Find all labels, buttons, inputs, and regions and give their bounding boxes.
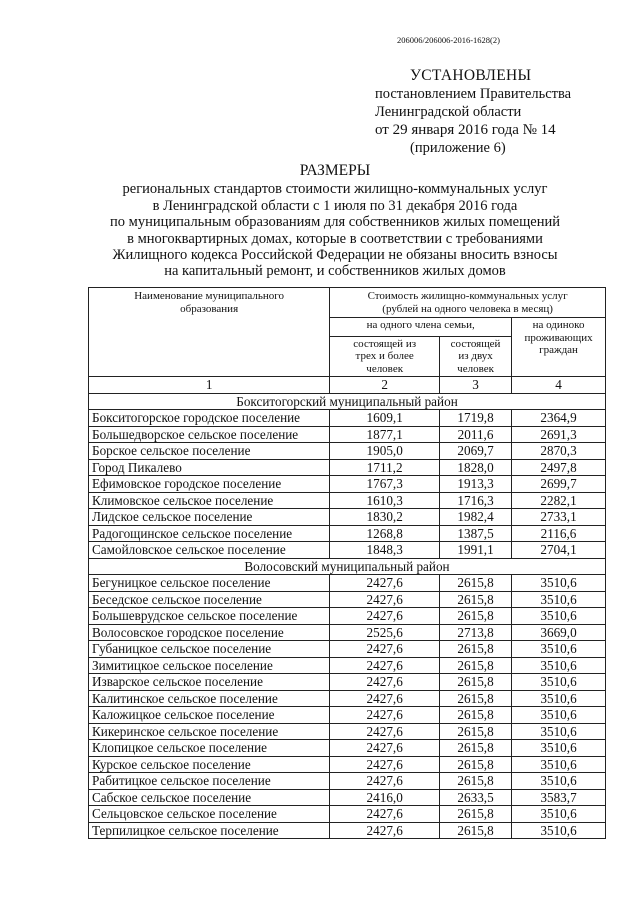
cost-two: 2615,8 (440, 806, 512, 823)
settlement-name: Лидское сельское поселение (89, 509, 330, 526)
settlement-name: Волосовское городское поселение (89, 624, 330, 641)
cost-two: 1716,3 (440, 492, 512, 509)
settlement-name: Ефимовское городское поселение (89, 476, 330, 493)
standards-table (88, 287, 606, 839)
table-row (89, 773, 606, 790)
cost-single: 2364,9 (512, 410, 606, 427)
cost-single: 3510,6 (512, 806, 606, 823)
cost-three-plus: 1905,0 (330, 443, 440, 460)
cost-single: 3669,0 (512, 624, 606, 641)
table-row (89, 624, 606, 641)
subtitle-line: в Ленинградской области с 1 июля по 31 декабря 2016 года (152, 198, 518, 214)
cost-three-plus: 2427,6 (330, 822, 440, 839)
cost-single: 2699,7 (512, 476, 606, 493)
group-header-row (89, 393, 606, 410)
cost-three-plus: 1609,1 (330, 410, 440, 427)
cost-two: 2615,8 (440, 591, 512, 608)
settlement-name: Терпилицкое сельское поселение (89, 822, 330, 839)
table-row (89, 822, 606, 839)
table-row (89, 509, 606, 526)
cost-single: 3510,6 (512, 575, 606, 592)
settlement-name: Город Пикалево (89, 459, 330, 476)
settlement-name: Климовское сельское поселение (89, 492, 330, 509)
subtitle-line: по муниципальным образованиям для собственников жилых помещений (110, 214, 560, 230)
settlement-name: Большедворское сельское поселение (89, 426, 330, 443)
settlement-name: Курское сельское поселение (89, 756, 330, 773)
header-family: на одного члена семьи, (330, 318, 512, 337)
table-row (89, 723, 606, 740)
cost-two: 1991,1 (440, 542, 512, 559)
cost-two: 1982,4 (440, 509, 512, 526)
cost-three-plus: 2427,6 (330, 806, 440, 823)
settlement-name: Бокситогорское городское поселение (89, 410, 330, 427)
cost-single: 2116,6 (512, 525, 606, 542)
table-row (89, 426, 606, 443)
cost-two: 2615,8 (440, 723, 512, 740)
cost-two: 2713,8 (440, 624, 512, 641)
table-row (89, 674, 606, 691)
cost-two: 2615,8 (440, 756, 512, 773)
settlement-name: Бегуницкое сельское поселение (89, 575, 330, 592)
cost-three-plus: 2525,6 (330, 624, 440, 641)
cost-single: 3510,6 (512, 740, 606, 757)
table-row (89, 459, 606, 476)
cost-single: 3510,6 (512, 657, 606, 674)
col-number: 2 (330, 377, 440, 394)
approval-date: от 29 января 2016 года № 14 (375, 122, 556, 138)
table-row (89, 443, 606, 460)
cost-three-plus: 2427,6 (330, 674, 440, 691)
cost-three-plus: 2427,6 (330, 740, 440, 757)
cost-single: 3510,6 (512, 641, 606, 658)
cost-single: 3510,6 (512, 822, 606, 839)
col-number: 1 (89, 377, 330, 394)
table-row (89, 525, 606, 542)
table-row (89, 806, 606, 823)
settlement-name: Калитинское сельское поселение (89, 690, 330, 707)
header-cost: Стоимость жилищно-коммунальных услуг (рублей на одного человека в месяц) (330, 288, 606, 318)
document-title: РАЗМЕРЫ (299, 162, 371, 179)
cost-three-plus: 2427,6 (330, 690, 440, 707)
settlement-name: Радогощинское сельское поселение (89, 525, 330, 542)
settlement-name: Борское сельское поселение (89, 443, 330, 460)
subtitle-line: в многоквартирных домах, которые в соответствии с требованиями (127, 231, 543, 247)
cost-two: 2615,8 (440, 575, 512, 592)
settlement-name: Зимитицкое сельское поселение (89, 657, 330, 674)
cost-single: 2704,1 (512, 542, 606, 559)
settlement-name: Клопицкое сельское поселение (89, 740, 330, 757)
cost-single: 3510,6 (512, 773, 606, 790)
cost-two: 1828,0 (440, 459, 512, 476)
cost-three-plus: 2427,6 (330, 707, 440, 724)
cost-three-plus: 1877,1 (330, 426, 440, 443)
header-two: состоящей из двух человек (440, 336, 512, 377)
cost-two: 2615,8 (440, 822, 512, 839)
cost-single: 3510,6 (512, 756, 606, 773)
settlement-name: Губаницкое сельское поселение (89, 641, 330, 658)
settlement-name: Каложицкое сельское поселение (89, 707, 330, 724)
settlement-name: Кикеринское сельское поселение (89, 723, 330, 740)
settlement-name: Сабское сельское поселение (89, 789, 330, 806)
cost-three-plus: 2427,6 (330, 723, 440, 740)
cost-two: 2615,8 (440, 773, 512, 790)
header-single: на одиноко проживающих граждан (512, 318, 606, 377)
cost-two: 2615,8 (440, 740, 512, 757)
table-row (89, 789, 606, 806)
cost-three-plus: 2427,6 (330, 608, 440, 625)
cost-three-plus: 2427,6 (330, 657, 440, 674)
table-row (89, 492, 606, 509)
cost-single: 3583,7 (512, 789, 606, 806)
cost-single: 3510,6 (512, 591, 606, 608)
cost-two: 1913,3 (440, 476, 512, 493)
cost-three-plus: 2416,0 (330, 789, 440, 806)
cost-two: 2069,7 (440, 443, 512, 460)
approval-annex: (приложение 6) (410, 140, 506, 156)
cost-single: 3510,6 (512, 707, 606, 724)
district-name: Бокситогорский муниципальный район (89, 393, 606, 410)
cost-three-plus: 2427,6 (330, 756, 440, 773)
cost-single: 3510,6 (512, 690, 606, 707)
cost-three-plus: 2427,6 (330, 575, 440, 592)
district-name: Волосовский муниципальный район (89, 558, 606, 575)
table-row (89, 641, 606, 658)
table-row (89, 756, 606, 773)
cost-single: 2691,3 (512, 426, 606, 443)
cost-three-plus: 1830,2 (330, 509, 440, 526)
col-number: 3 (440, 377, 512, 394)
cost-two: 2615,8 (440, 690, 512, 707)
cost-two: 1719,8 (440, 410, 512, 427)
table-row (89, 690, 606, 707)
cost-single: 2282,1 (512, 492, 606, 509)
cost-two: 2633,5 (440, 789, 512, 806)
table-row (89, 707, 606, 724)
header-name: Наименование муниципального образования (89, 288, 330, 377)
cost-three-plus: 2427,6 (330, 773, 440, 790)
cost-single: 2497,8 (512, 459, 606, 476)
approval-title: УСТАНОВЛЕНЫ (410, 67, 532, 84)
cost-three-plus: 1767,3 (330, 476, 440, 493)
cost-single: 2733,1 (512, 509, 606, 526)
cost-three-plus: 2427,6 (330, 641, 440, 658)
document-number: 206006/206006-2016-1628(2) (397, 35, 500, 45)
cost-two: 2011,6 (440, 426, 512, 443)
col-number: 4 (512, 377, 606, 394)
cost-two: 2615,8 (440, 657, 512, 674)
settlement-name: Большеврудское сельское поселение (89, 608, 330, 625)
header-three-plus: состоящей из трех и более человек (330, 336, 440, 377)
settlement-name: Сельцовское сельское поселение (89, 806, 330, 823)
table-row (89, 608, 606, 625)
group-header-row (89, 558, 606, 575)
table-row (89, 476, 606, 493)
cost-three-plus: 1848,3 (330, 542, 440, 559)
table-row (89, 740, 606, 757)
table-row (89, 591, 606, 608)
settlement-name: Самойловское сельское поселение (89, 542, 330, 559)
cost-three-plus: 1711,2 (330, 459, 440, 476)
cost-three-plus: 1268,8 (330, 525, 440, 542)
cost-single: 3510,6 (512, 723, 606, 740)
subtitle-line: на капитальный ремонт, и собственников жилых домов (164, 263, 506, 279)
cost-three-plus: 1610,3 (330, 492, 440, 509)
settlement-name: Рабитицкое сельское поселение (89, 773, 330, 790)
table-row (89, 542, 606, 559)
cost-single: 3510,6 (512, 608, 606, 625)
cost-single: 3510,6 (512, 674, 606, 691)
subtitle-line: региональных стандартов стоимости жилищно-коммунальных услуг (122, 181, 548, 197)
subtitle-line: Жилищного кодекса Российской Федерации не обязаны вносить взносы (112, 247, 558, 263)
settlement-name: Изварское сельское поселение (89, 674, 330, 691)
cost-single: 2870,3 (512, 443, 606, 460)
cost-three-plus: 2427,6 (330, 591, 440, 608)
table-row (89, 410, 606, 427)
cost-two: 2615,8 (440, 674, 512, 691)
cost-two: 2615,8 (440, 707, 512, 724)
cost-two: 2615,8 (440, 608, 512, 625)
approval-line: Ленинградской области (375, 104, 522, 120)
table-row (89, 575, 606, 592)
table-row (89, 657, 606, 674)
cost-two: 1387,5 (440, 525, 512, 542)
approval-line: постановлением Правительства (375, 86, 572, 102)
settlement-name: Беседское сельское поселение (89, 591, 330, 608)
cost-two: 2615,8 (440, 641, 512, 658)
